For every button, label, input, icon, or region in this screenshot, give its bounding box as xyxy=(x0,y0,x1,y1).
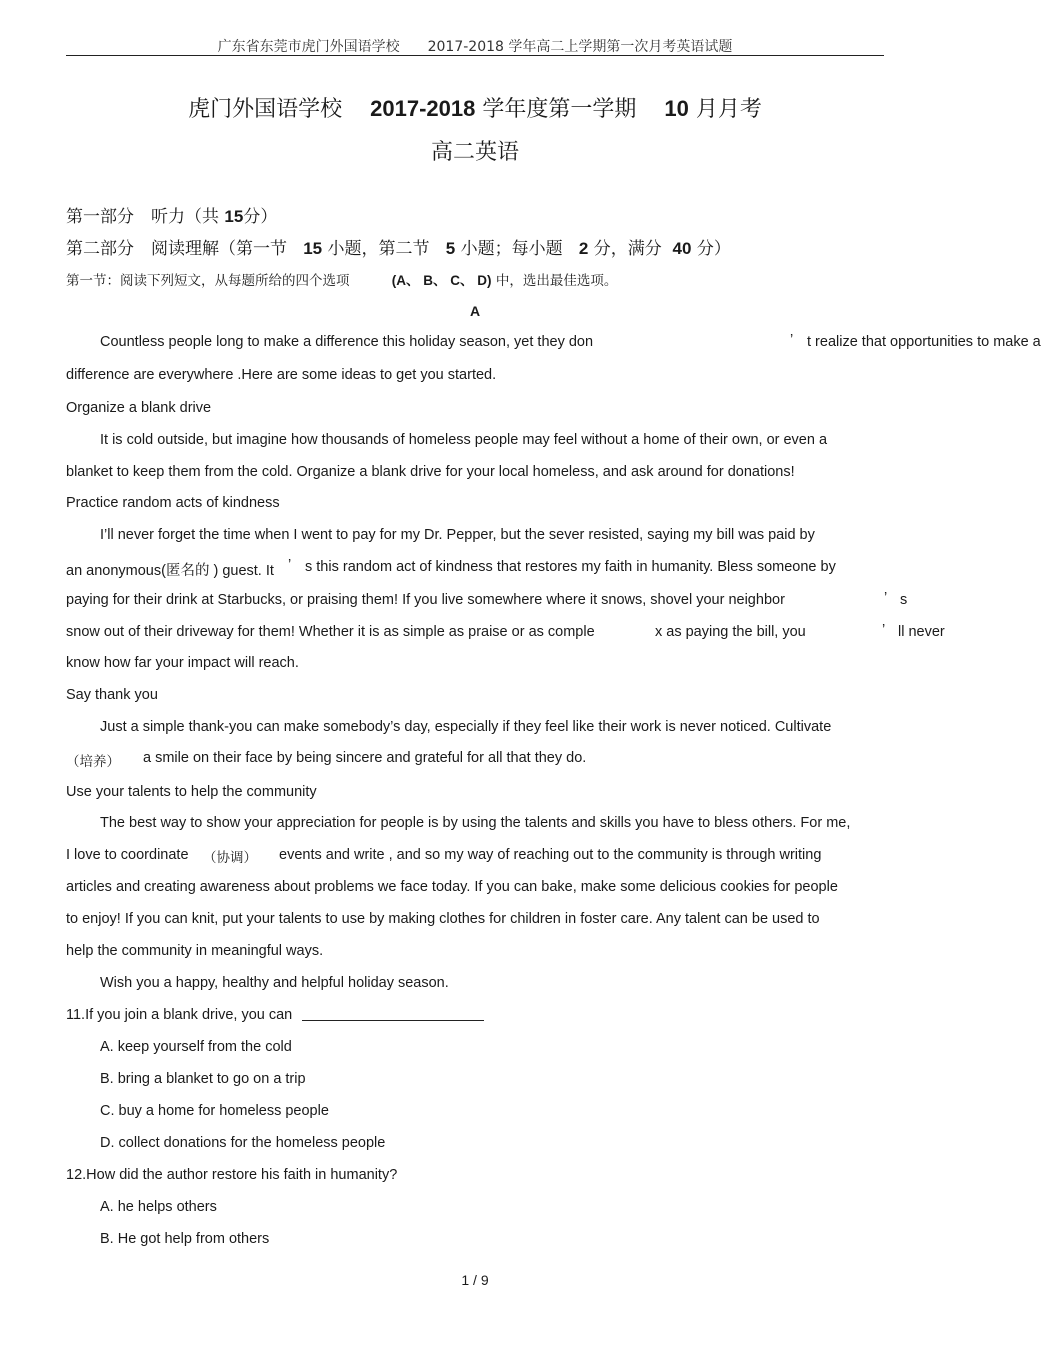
section1-instruction: 第一节：阅读下列短文，从每题所给的四个选项 (A、 B、 C、 D) 中，选出最佳选项。 xyxy=(66,273,618,289)
subheading: Say thank you xyxy=(66,687,158,703)
exam-name: 月月考 xyxy=(695,97,762,122)
question-stem: 11.If you join a blank drive, you can xyxy=(66,1007,293,1023)
part1-heading: 第一部分 听力（共 15分） xyxy=(66,207,278,227)
exam-subtitle: 高二英语 xyxy=(430,140,519,165)
annotation: （协调） xyxy=(203,850,257,866)
passage-line: blanket to keep them from the cold. Organize a blank drive for your local homeless, and ask around for donations! xyxy=(66,464,795,480)
subheading: Practice random acts of kindness xyxy=(66,495,280,511)
apostrophe: ’ xyxy=(884,590,888,606)
passage-line: Wish you a happy, healthy and helpful holiday season. xyxy=(100,975,449,991)
apostrophe: ’ xyxy=(288,557,292,573)
apostrophe: ’ xyxy=(790,332,794,348)
option-c: C. buy a home for homeless people xyxy=(100,1103,329,1119)
question-12: 12.How did the author restore his faith in humanity? xyxy=(66,1167,398,1183)
passage-line: events and write , and so my way of reaching out to the community is through writing xyxy=(279,847,822,863)
annotation: （培养） xyxy=(66,754,120,770)
passage-line: s this random act of kindness that restores my faith in humanity. Bless someone by xyxy=(305,559,836,575)
apostrophe: ’ xyxy=(882,622,886,638)
subheading: Use your talents to help the community xyxy=(66,784,317,800)
page-header: 广东省东莞市虎门外国语学校 2017-2018 学年高二上学期第一次月考英语试题 xyxy=(217,39,733,55)
passage-line: x as paying the bill, you xyxy=(655,624,806,640)
option-b: B. bring a blanket to go on a trip xyxy=(100,1071,306,1087)
passage-line: to enjoy! If you can knit, put your talents to use by making clothes for children in foster care. Any talent can be used to xyxy=(66,911,820,927)
passage-line: snow out of their driveway for them! Whether it is as simple as praise or as comple xyxy=(66,624,595,640)
exam-month: 10 xyxy=(664,96,689,121)
option-b: B. He got help from others xyxy=(100,1231,270,1247)
passage-line: a smile on their face by being sincere and grateful for all that they do. xyxy=(143,750,587,766)
passage-line: help the community in meaningful ways. xyxy=(66,943,324,959)
answer-blank xyxy=(302,1020,484,1021)
passage-line: The best way to show your appreciation for people is by using the talents and skills you have to bless others. For me, xyxy=(100,815,851,831)
header-divider xyxy=(66,55,884,56)
option-a: A. he helps others xyxy=(100,1199,217,1215)
passage-line: I love to coordinate xyxy=(66,847,189,863)
passage-line: an anonymous(匿名的 ) guest. It xyxy=(66,563,274,579)
passage-label: A xyxy=(469,303,481,319)
part2-heading: 第二部分 阅读理解（第一节 15 小题，第二节 5 小题；每小题 2 分，满分 40 分） xyxy=(66,239,731,259)
passage-line: s xyxy=(900,592,908,608)
question-11 xyxy=(66,1007,484,1023)
passage-line: I’ll never forget the time when I went to pay for my Dr. Pepper, but the sever resisted, saying my bill was paid by xyxy=(100,527,815,543)
passage-line: Countless people long to make a difference this holiday season, yet they don xyxy=(100,334,594,350)
passage-line: It is cold outside, but imagine how thousands of homeless people may feel without a home of their own, or even a xyxy=(100,432,828,448)
passage-line: difference are everywhere .Here are some ideas to get you started. xyxy=(66,367,497,383)
exam-title xyxy=(0,92,950,123)
passage-line: articles and creating awareness about problems we face today. If you can bake, make some delicious cookies for people xyxy=(66,879,838,895)
term: 学年度第一学期 xyxy=(482,97,637,122)
passage-line: know how far your impact will reach. xyxy=(66,655,299,671)
passage-line: ll never xyxy=(898,624,945,640)
passage-line: t realize that opportunities to make a xyxy=(807,334,1041,350)
option-d: D. collect donations for the homeless people xyxy=(100,1135,386,1151)
page-number: 1 / 9 xyxy=(461,1272,489,1288)
school-name: 虎门外国语学校 xyxy=(188,97,343,122)
option-a: A. keep yourself from the cold xyxy=(100,1039,292,1055)
subheading: Organize a blank drive xyxy=(66,400,212,416)
school-year: 2017-2018 xyxy=(370,96,476,121)
passage-line: Just a simple thank-you can make somebody’s day, especially if they feel like their work is never noticed. Cultivate xyxy=(100,719,832,735)
passage-line: paying for their drink at Starbucks, or praising them! If you live somewhere where it snows, shovel your neighbor xyxy=(66,592,785,608)
